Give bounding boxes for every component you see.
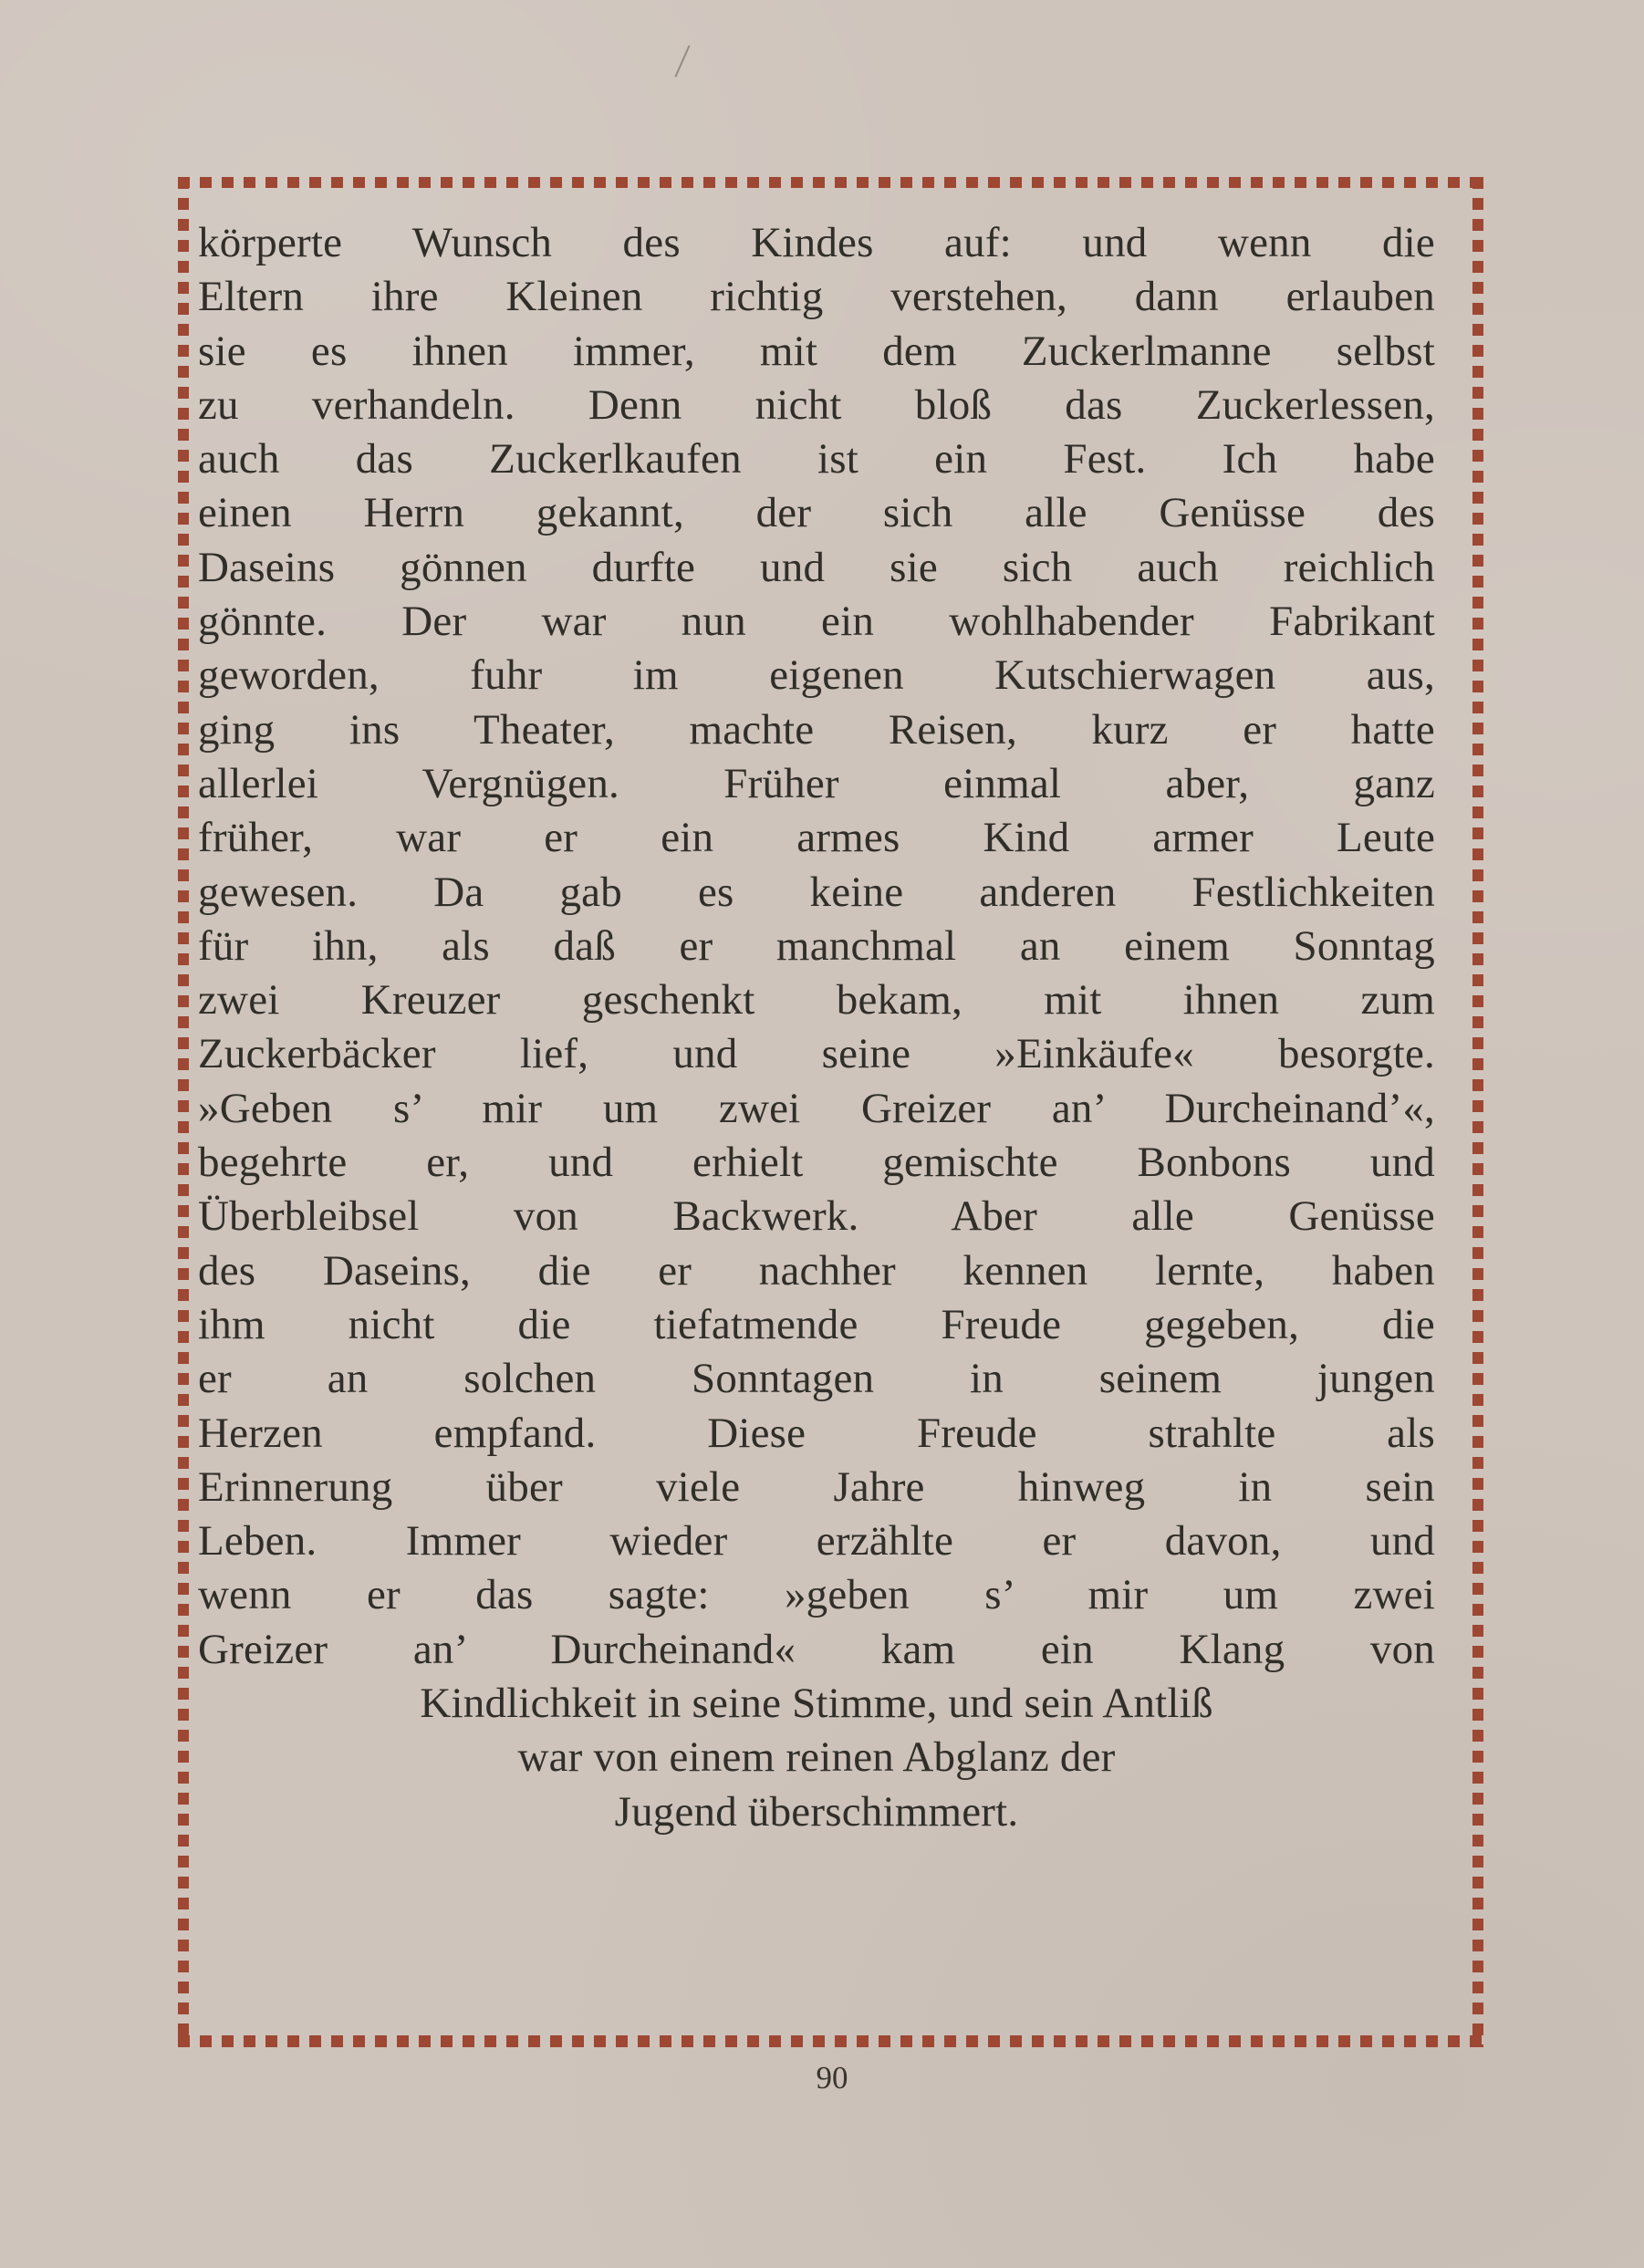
text-line: Herzen empfand. Diese Freude strahlte als — [198, 1409, 1435, 1457]
text-line: zu verhandeln. Denn nicht bloß das Zuckerlessen, — [198, 380, 1435, 429]
page-number: 90 — [816, 2060, 848, 2096]
text-line: Zuckerbäcker lief, und seine »Einkäufe« besorgte. — [198, 1030, 1435, 1078]
text-line: Leben. Immer wieder erzählte er davon, und — [198, 1517, 1435, 1566]
text-line: ihm nicht die tiefatmende Freude gegeben, die — [198, 1300, 1435, 1348]
text-line: sie es ihnen immer, mit dem Zuckerlmanne selbst — [198, 327, 1435, 375]
scan-artifact-slash — [674, 45, 690, 78]
text-line: allerlei Vergnügen. Früher einmal aber, ganz — [198, 759, 1435, 807]
text-line: er an solchen Sonntagen in seinem jungen — [198, 1355, 1435, 1403]
text-line: Daseins gönnen durfte und sie sich auch reichlich — [198, 543, 1435, 591]
border-top-dashes — [178, 177, 1486, 188]
text-line: Überbleibsel von Backwerk. Aber alle Genüsse — [198, 1192, 1435, 1241]
text-line: einen Herrn gekannt, der sich alle Genüsse des — [198, 489, 1435, 537]
text-line: war von einem reinen Abglanz der — [517, 1733, 1116, 1782]
border-left-dashes — [178, 177, 189, 2047]
text-line: des Daseins, die er nachher kennen lernte, haben — [198, 1246, 1435, 1295]
text-line: Greizer an’ Durcheinand« kam ein Klang von — [198, 1625, 1435, 1673]
border-bottom-dashes — [178, 2035, 1486, 2047]
text-line: auch das Zuckerlkaufen ist ein Fest. Ich habe — [198, 435, 1435, 484]
text-line: zwei Kreuzer geschenkt bekam, mit ihnen zum — [198, 976, 1435, 1025]
text-line: körperte Wunsch des Kindes auf: und wenn die — [198, 219, 1435, 266]
border-right-dashes — [1472, 177, 1483, 2047]
text-line: gewesen. Da gab es keine anderen Festlichkeiten — [198, 868, 1435, 916]
text-line: ging ins Theater, machte Reisen, kurz er hatte — [198, 705, 1435, 754]
text-line: für ihn, als daß er manchmal an einem Sonntag — [198, 921, 1435, 970]
body-text — [198, 216, 1435, 1839]
text-line: Kindlichkeit in seine Stimme, und sein Antliß — [420, 1680, 1213, 1728]
text-line: Erinnerung über viele Jahre hinweg in sein — [198, 1462, 1435, 1511]
text-line: wenn er das sagte: »geben s’ mir um zwei — [198, 1571, 1435, 1619]
text-line: geworden, fuhr im eigenen Kutschierwagen aus, — [198, 651, 1435, 700]
text-line: früher, war er ein armes Kind armer Leute — [198, 814, 1435, 862]
text-line: »Geben s’ mir um zwei Greizer an’ Durcheinand’«, — [198, 1084, 1435, 1132]
text-line: gönnte. Der war nun ein wohlhabender Fabrikant — [198, 598, 1435, 646]
text-line: Jugend überschimmert. — [614, 1787, 1019, 1836]
text-line: begehrte er, und erhielt gemischte Bonbons und — [198, 1139, 1435, 1187]
text-line: Eltern ihre Kleinen richtig verstehen, dann erlauben — [198, 273, 1435, 321]
